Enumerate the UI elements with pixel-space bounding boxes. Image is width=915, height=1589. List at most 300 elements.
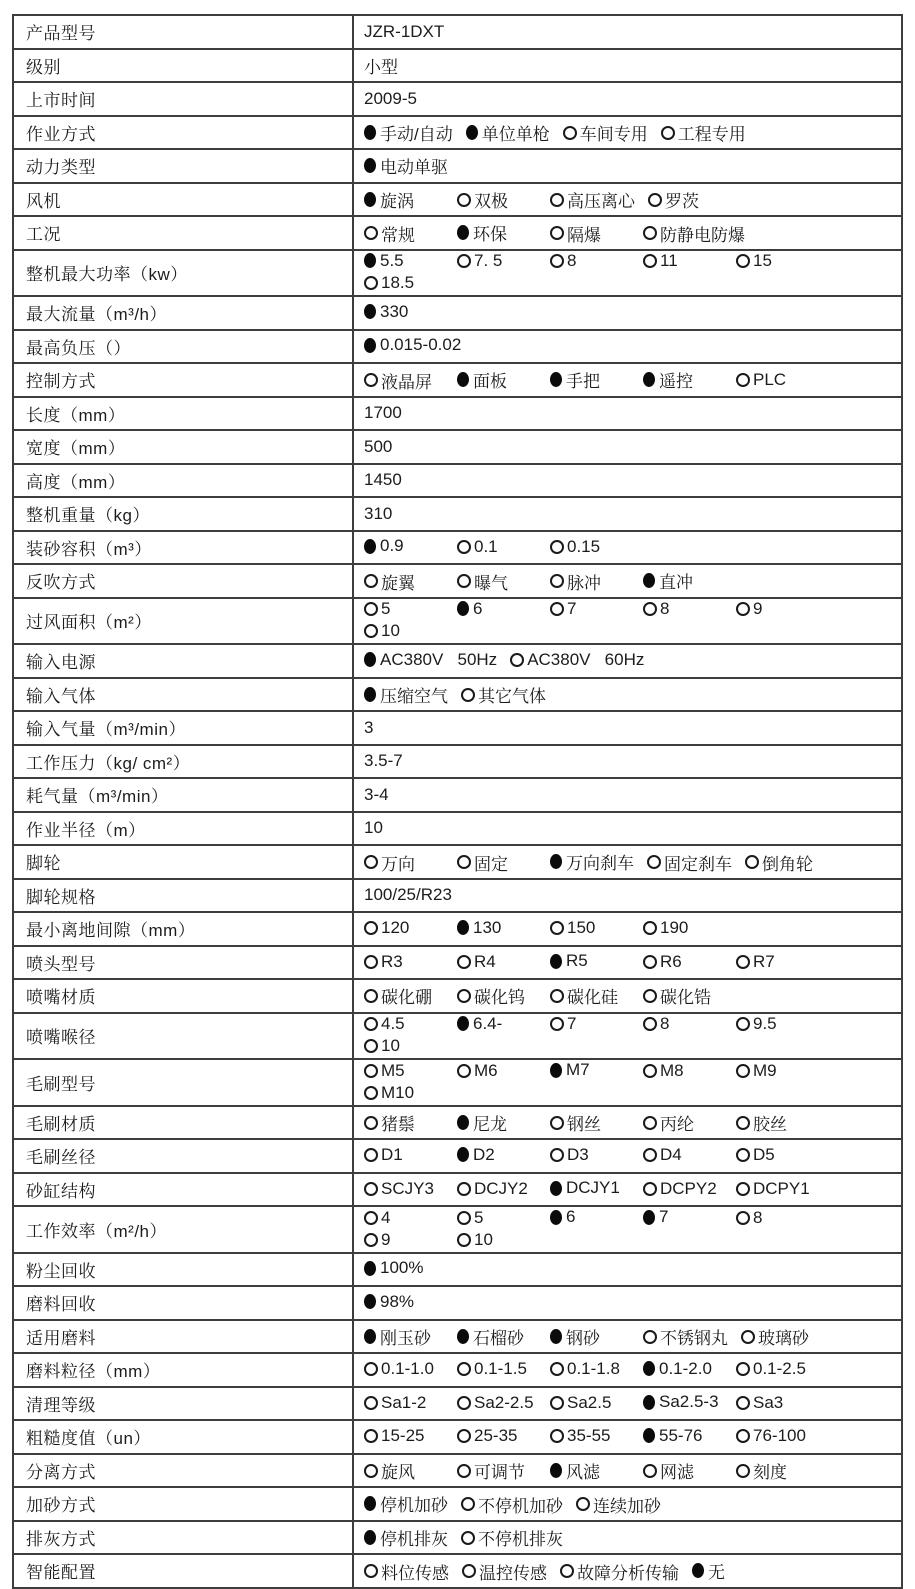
option-label: 脉冲 [567,573,601,593]
radio-filled-icon [364,687,376,702]
option-label: 固定 [474,854,508,874]
spec-option [364,569,444,594]
option-label: M7 [566,1060,590,1079]
radio-empty-icon [457,193,471,207]
spec-option [736,1110,816,1135]
spec-value [353,1173,902,1207]
table-row [13,1139,902,1173]
spec-option [364,1258,444,1278]
option-label: 猪鬃 [381,1115,415,1134]
spec-option [745,850,825,875]
option-label: 5 [381,599,391,618]
table-row [13,250,902,297]
spec-label: 最大流量（m³/h） [13,296,353,330]
radio-filled-icon [643,1210,655,1225]
spec-option [643,1426,723,1446]
spec-label: 砂缸结构 [13,1173,353,1207]
option-label: 固定刹车 [664,854,732,874]
spec-option [364,187,444,212]
spec-label: 喷嘴材质 [13,979,353,1013]
radio-empty-icon [736,602,750,616]
option-label: M5 [381,1060,405,1080]
option-label: 风滤 [566,1462,600,1482]
option-label: 330 [380,301,409,321]
spec-value [353,979,902,1013]
option-label: 7 [567,599,577,618]
option-label: DCPY1 [753,1178,810,1198]
table-row [13,1106,902,1140]
option-label: M10 [381,1082,415,1102]
radio-empty-icon [643,1464,657,1478]
radio-filled-icon [457,920,469,935]
radio-empty-icon [736,1064,750,1078]
option-label: 25-35 [474,1426,518,1445]
table-row [13,397,902,431]
radio-empty-icon [457,1464,471,1478]
option-label: 可调节 [474,1463,525,1482]
spec-option [364,251,444,271]
radio-empty-icon [550,540,564,554]
spec-value: 1700 [353,397,902,431]
option-label: 倒角轮 [762,854,813,874]
radio-empty-icon [364,1429,378,1443]
radio-empty-icon [364,373,378,387]
spec-option [364,273,444,293]
spec-option [461,682,546,707]
spec-option [457,1208,537,1228]
option-label: 胶丝 [753,1115,787,1134]
radio-empty-icon [643,1017,657,1031]
option-label: Sa3 [753,1392,784,1412]
table-row [13,1387,902,1421]
spec-option [510,650,644,670]
radio-empty-icon [461,688,475,702]
radio-empty-icon [736,1429,750,1443]
radio-filled-icon [643,1361,655,1376]
spec-label: 喷嘴喉径 [13,1013,353,1060]
option-label: 不锈钢丸 [660,1329,728,1348]
spec-option [457,1061,537,1081]
spec-option [364,221,444,246]
spec-option [466,120,550,145]
spec-option [736,1359,816,1379]
spec-label: 输入电源 [13,644,353,678]
option-label: 6 [566,1207,576,1226]
option-label: 遥控 [659,372,693,391]
spec-value [353,1013,902,1060]
radio-empty-icon [364,1396,378,1410]
spec-label: 粉尘回收 [13,1253,353,1287]
option-label: 10 [381,1036,400,1055]
spec-option [364,1208,444,1228]
spec-option [643,1014,723,1034]
table-row [13,598,902,645]
option-label: 120 [381,918,410,937]
spec-label: 清理等级 [13,1387,353,1421]
spec-option [550,221,630,246]
table-row [13,497,902,531]
table-row [13,979,902,1013]
table-row [13,711,902,745]
option-label: D1 [381,1145,403,1164]
option-label: Sa2-2.5 [474,1392,534,1412]
spec-option [741,1324,821,1349]
spec-option [736,251,816,271]
radio-empty-icon [550,254,564,268]
radio-empty-icon [364,1064,378,1078]
option-label: 6.4- [473,1013,503,1033]
spec-option [643,918,723,938]
spec-option [550,367,630,392]
spec-option [736,1179,816,1199]
radio-empty-icon [457,955,471,969]
table-row [13,1320,902,1354]
spec-value [353,678,902,712]
table-row [13,464,902,498]
radio-empty-icon [457,855,471,869]
option-label: 旋风 [381,1463,415,1482]
radio-empty-icon [457,989,471,1003]
option-label: 11 [660,251,678,270]
spec-value [353,363,902,397]
table-row [13,1286,902,1320]
spec-value [353,946,902,980]
spec-option [647,850,732,875]
radio-empty-icon [563,126,577,140]
option-label: 手把 [566,372,600,391]
table-row [13,1454,902,1488]
option-label: 双极 [474,192,508,211]
option-label: 9 [381,1229,391,1249]
option-label: 7. 5 [474,251,503,270]
spec-value [353,1387,902,1421]
spec-value [353,1059,902,1106]
spec-option [643,251,723,271]
spec-value: 500 [353,430,902,464]
radio-filled-icon [643,372,655,387]
option-label: D2 [473,1144,495,1164]
option-label: 8 [660,1014,670,1033]
radio-empty-icon [457,1182,471,1196]
option-label: M8 [660,1060,684,1080]
radio-empty-icon [550,921,564,935]
table-row [13,363,902,397]
spec-option [457,537,537,557]
spec-option [457,1393,537,1413]
spec-value [353,216,902,250]
spec-label: 上市时间 [13,82,353,116]
radio-empty-icon [461,1531,475,1545]
spec-option [560,1559,679,1584]
spec-value [353,330,902,364]
option-label: 碳化硼 [381,988,432,1008]
radio-empty-icon [661,126,675,140]
spec-label: 毛刷丝径 [13,1139,353,1173]
spec-label: 最小离地间隙（mm） [13,912,353,946]
table-row [13,745,902,779]
spec-label: 产品型号 [13,15,353,49]
radio-empty-icon [461,1497,475,1511]
spec-value [353,1487,902,1521]
spec-option [364,1014,444,1034]
table-row [13,778,902,812]
spec-value [353,1554,902,1588]
option-label: 刻度 [753,1463,787,1482]
radio-empty-icon [364,276,378,290]
radio-empty-icon [736,1362,750,1376]
radio-empty-icon [643,1064,657,1078]
option-label: 5.5 [380,250,404,270]
spec-option [736,599,816,619]
spec-label: 毛刷型号 [13,1059,353,1106]
spec-option [643,599,723,619]
spec-label: 高度（mm） [13,464,353,498]
option-label: 15-25 [381,1426,425,1445]
radio-empty-icon [550,602,564,616]
spec-value [353,1320,902,1354]
option-label: R4 [474,951,496,971]
option-label: 130 [473,917,502,937]
option-label: 0.1-2.0 [659,1358,712,1378]
spec-option [364,1083,444,1103]
radio-empty-icon [364,855,378,869]
option-label: 8 [567,251,577,270]
table-row [13,678,902,712]
spec-value: JZR-1DXT [353,15,902,49]
spec-label: 作业方式 [13,116,353,150]
radio-empty-icon [364,1086,378,1100]
option-label: R3 [381,951,403,971]
spec-option [457,952,537,972]
table-row [13,1420,902,1454]
spec-option [364,1359,444,1379]
radio-empty-icon [364,602,378,616]
radio-filled-icon [457,372,469,387]
spec-option [550,1110,630,1135]
option-label: 0.015-0.02 [380,335,462,354]
spec-option [364,153,448,178]
table-row [13,1353,902,1387]
option-label: 15 [753,251,772,270]
option-label: 车间专用 [579,125,648,144]
radio-filled-icon [364,1530,376,1545]
spec-option [550,599,630,619]
spec-option [736,1061,816,1081]
table-row [13,845,902,879]
radio-empty-icon [550,1362,564,1376]
option-label: 0.15 [567,536,601,556]
spec-value: 小型 [353,49,902,83]
spec-option [364,1292,444,1312]
radio-empty-icon [643,1116,657,1130]
option-label: 碳化硅 [567,988,618,1008]
option-label: 碳化钨 [474,988,525,1008]
spec-option [643,1458,723,1483]
radio-empty-icon [745,855,759,869]
option-label: 工程专用 [677,125,746,144]
spec-option [364,1393,444,1413]
radio-empty-icon [550,1017,564,1031]
radio-empty-icon [457,254,471,268]
spec-value: 10 [353,812,902,846]
table-row [13,531,902,565]
radio-empty-icon [647,855,661,869]
radio-filled-icon [643,1395,655,1410]
option-label: 18.5 [381,273,415,292]
option-label: 0.1 [474,536,498,556]
radio-empty-icon [364,921,378,935]
option-label: 190 [660,918,689,937]
radio-filled-icon [364,253,376,268]
table-row [13,430,902,464]
option-label: 尼龙 [473,1114,507,1134]
radio-empty-icon [364,226,378,240]
spec-option [457,918,537,938]
spec-option [457,1426,537,1446]
option-label: R5 [566,951,588,970]
radio-empty-icon [550,193,564,207]
radio-filled-icon [364,338,376,353]
option-label: 隔爆 [567,225,601,245]
option-label: 9 [753,599,763,618]
table-row [13,912,902,946]
spec-option [364,1426,444,1446]
spec-value [353,1521,902,1555]
spec-value: 310 [353,497,902,531]
radio-filled-icon [457,1016,469,1031]
option-label: 液晶屏 [381,372,432,392]
radio-empty-icon [550,1148,564,1162]
radio-filled-icon [457,1147,469,1162]
radio-filled-icon [550,1210,562,1225]
spec-option [364,368,444,393]
radio-empty-icon [741,1330,755,1344]
spec-value: 3-4 [353,778,902,812]
radio-filled-icon [550,1181,562,1196]
spec-option [364,983,444,1008]
spec-option [457,1359,537,1379]
spec-option [364,1491,448,1516]
spec-option [364,621,444,641]
option-label: 电动单驱 [380,158,448,178]
option-label: R6 [660,951,682,971]
radio-empty-icon [736,1017,750,1031]
spec-option [461,1525,563,1550]
radio-empty-icon [736,254,750,268]
spec-option [457,599,537,619]
spec-option [364,1458,444,1483]
spec-value [353,912,902,946]
radio-filled-icon [643,573,655,588]
option-label: M6 [474,1060,498,1080]
spec-label: 加砂方式 [13,1487,353,1521]
radio-empty-icon [643,921,657,935]
radio-empty-icon [550,226,564,240]
spec-option [364,650,497,670]
spec-option [550,951,630,971]
spec-value [353,1139,902,1173]
spec-option [364,682,448,707]
spec-value [353,183,902,217]
table-row [13,296,902,330]
spec-option [457,850,537,875]
spec-option [364,952,444,972]
radio-filled-icon [550,954,562,969]
option-label: 150 [567,918,596,937]
option-label: SCJY3 [381,1178,434,1198]
radio-empty-icon [648,193,662,207]
radio-empty-icon [643,989,657,1003]
spec-option [736,1426,816,1446]
radio-empty-icon [364,574,378,588]
spec-option [364,1559,449,1584]
option-label: 环保 [473,225,507,244]
option-label: 不停机排灰 [478,1530,563,1549]
option-label: 0.9 [380,536,404,555]
radio-empty-icon [364,1233,378,1247]
spec-option [648,187,728,212]
radio-empty-icon [736,373,750,387]
option-label: D4 [660,1145,682,1164]
spec-value [353,564,902,598]
radio-filled-icon [550,854,562,869]
option-label: 9.5 [753,1014,777,1033]
spec-value [353,1454,902,1488]
spec-option [457,220,537,245]
table-row [13,216,902,250]
option-label: Sa2.5 [567,1392,612,1412]
radio-empty-icon [457,1064,471,1078]
option-label: 100% [380,1258,424,1277]
table-row [13,183,902,217]
option-label: 6 [473,598,483,618]
option-label: 0.1-1.8 [567,1359,620,1378]
spec-option [736,1014,816,1034]
spec-option [643,952,723,972]
spec-value [353,296,902,330]
table-row [13,330,902,364]
table-row [13,1521,902,1555]
spec-option [736,1208,816,1228]
spec-value: 3.5-7 [353,745,902,779]
option-label: 8 [660,599,670,618]
table-row [13,1013,902,1060]
spec-option [457,1110,537,1135]
option-label: 连续加砂 [593,1496,661,1516]
option-label: 石榴砂 [473,1328,524,1348]
radio-empty-icon [643,226,657,240]
spec-label: 过风面积（m²） [13,598,353,645]
option-label: M9 [753,1060,777,1080]
spec-option [457,1230,537,1250]
radio-filled-icon [643,1428,655,1443]
spec-label: 风机 [13,183,353,217]
radio-filled-icon [550,1329,562,1344]
spec-option [550,1145,630,1165]
radio-empty-icon [364,1182,378,1196]
spec-value: 100/25/R23 [353,879,902,913]
spec-label: 整机重量（kg） [13,497,353,531]
radio-empty-icon [457,1429,471,1443]
option-label: 停机加砂 [380,1496,448,1515]
radio-filled-icon [466,125,478,140]
spec-option [563,120,648,145]
table-row [13,1059,902,1106]
spec-label: 磨料回收 [13,1286,353,1320]
spec-label: 装砂容积（m³） [13,531,353,565]
option-label: 旋翼 [381,573,415,593]
spec-option [550,1359,630,1379]
